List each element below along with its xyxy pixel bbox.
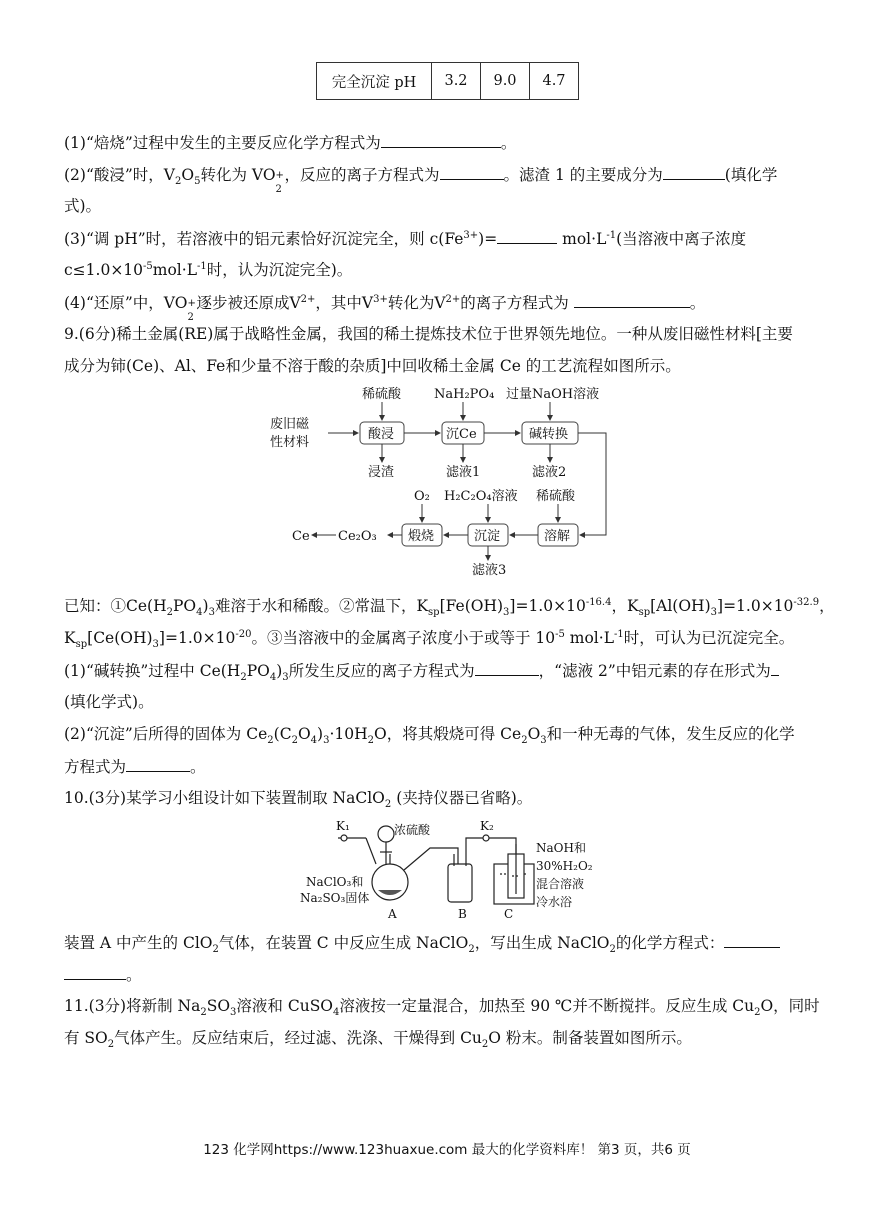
box-dissolve-label: 溶解 [544,529,571,544]
answer-blank[interactable] [663,164,725,180]
box-calcine-label: 煅烧 [408,529,435,544]
output-filtrate1: 滤液1 [446,465,481,480]
answer-blank[interactable] [771,660,779,676]
output-filtrate2: 滤液2 [532,465,567,480]
input-dilute-h2so4: 稀硫酸 [362,387,402,402]
page-footer: 123 化学网https://www.123huaxue.com 最大的化学资料库！ 第3 页，共6 页 [203,1142,691,1158]
q9-part1-cont: (填化学式)。 [64,693,154,711]
output-filtrate3: 滤液3 [472,563,507,578]
answer-blank[interactable] [440,164,504,180]
table-cell: 9.0 [481,63,530,100]
q9-part2: (2)“沉淀”后所得的固体为 $Ce_2(C_2O_4)_3\cdot 10H_2O$，将其煅烧可得 $Ce_2O_3$和一种无毒的气体，发生反应的化学 [64,725,795,747]
start-material-line1: 废旧磁 [270,417,310,432]
q11-line2: 有 $SO_2$气体产生。反应结束后，经过滤、洗涤、干燥得到 $Cu_2O$ 粉末。制备装置如图所示。 [64,1029,692,1051]
label-a: A [388,907,397,921]
product-ce: Ce [292,529,310,544]
product-ce2o3: Ce₂O₃ [338,529,377,544]
q8-part1: (1)“焙烧”过程中发生的主要反应化学方程式为 。 [64,134,517,152]
q11-line1: 11.(3分)将新制 $Na_2SO_3$溶液和 CuSO$_4$溶液按一定量混合，加热至 90 ℃并不断搅拌。反应生成 $Cu_2O$，同时 [64,997,820,1019]
start-material-line2: 性材料 [270,435,310,450]
table-label-cell: 完全沉淀 pH [317,63,432,100]
input-h2c2o4: H₂C₂O₄溶液 [444,489,518,504]
input-naoh: 过量NaOH溶液 [506,387,600,402]
q9-known-line1: 已知：$①Ce(H_2PO_4)_3$难溶于水和稀酸。②常温下，$K_{sp}[Fe(OH)_3]=1.0\times 10^{-16.4}$，$K_{sp}[Al(OH)_3]=1.0\times 10^{-32.9}$， [64,596,835,619]
table-row [317,63,579,100]
input-o2: O₂ [414,489,430,504]
table-cell: 4.7 [530,63,579,100]
q9-part2-cont: 方程式为 。 [64,758,206,776]
reagent-c-line2: 30%H₂O₂ [536,859,593,873]
q9-intro-line2: 成分为铈(Ce)、Al、Fe和少量不溶于酸的杂质]中回收稀土金属 Ce 的工艺流程如图所示。 [64,357,681,375]
conc-acid-label: 浓硫酸 [394,823,431,837]
naclo2-apparatus [300,814,610,922]
answer-blank[interactable] [64,964,126,980]
q10-text: 装置 A 中产生的 ClO$_2$气体，在装置 C 中反应生成 NaClO$_2$，写出生成 NaClO$_2$的化学方程式： [64,932,780,953]
answer-blank[interactable] [381,132,501,148]
answer-blank[interactable] [475,660,539,676]
reagent-a-line2: Na₂SO₃固体 [300,891,370,905]
valve-k2-label: K₂ [480,819,494,833]
input-nah2po4: NaH₂PO₄ [434,387,495,402]
box-precip-ce-label: 沉Ce [446,427,477,442]
label-c: C [504,907,514,921]
ph-table [316,62,579,100]
output-residue: 浸渣 [368,465,395,480]
reagent-c-line4: 冷水浴 [536,895,573,909]
q9-known-line2: $K_{sp}[Ce(OH)_3]=1.0\times 10^{-20}$。③当溶液中的金属离子浓度小于或等于 $10^{-5}$ $mol\cdot L^{-1}$时，可认为已沉淀完全。 [64,628,795,651]
answer-blank[interactable] [497,228,557,244]
q9-part1: (1)“碱转换”过程中 $Ce(H_2PO_4)_3$所发生反应的离子方程式为 ，“滤液 2”中铝元素的存在形式为 [64,660,779,681]
q8-part4: (4)“还原”中，VO + 2 逐步被还原成$V^{2+}$，其中$V^{3+}$转化为$V^{2+}$的离子方程式为 。 [64,293,706,323]
box-precip-label: 沉淀 [474,529,501,544]
q8-part2-cont: 式)。 [64,197,102,215]
answer-blank[interactable] [574,292,690,308]
box-alkali-label: 碱转换 [529,427,569,442]
table-cell: 3.2 [432,63,481,100]
q8-part2: (2)“酸浸”时，$V_2O_5$转化为 VO + 2 ，反应的离子方程式为 。滤渣 1 的主要成分为 (填化学 [64,166,778,195]
valve-k1-label: K₁ [336,819,350,833]
label-b: B [458,907,467,921]
reagent-c-line3: 混合溶液 [536,877,585,891]
input-dilute-h2so4-2: 稀硫酸 [536,489,576,504]
q10-text-cont: 。 [64,964,142,985]
q8-part3-cont: $c\le 1.0\times 10^{-5}mol\cdot L^{-1}$时，认为沉淀完全)。 [64,260,353,279]
answer-blank[interactable] [126,756,190,772]
q8-part3: (3)“调 pH”时，若溶液中的铝元素恰好沉淀完全，则 $c(Fe^{3+})= mol\cdot L^{-1}$(当溶液中离子浓度 [64,229,747,248]
q10-intro: 10.(3分)某学习小组设计如下装置制取 NaClO$_2$ (夹持仪器已省略)。 [64,789,533,811]
reagent-a-line1: NaClO₃和 [306,875,364,889]
box-acid-leach-label: 酸浸 [368,427,395,442]
answer-blank[interactable] [724,932,780,948]
q9-intro-line1: 9.(6分)稀土金属(RE)属于战略性金属，我国的稀土提炼技术位于世界领先地位。一种从废旧磁性材料[主要 [64,325,793,343]
ce-process-flowchart [270,384,620,580]
reagent-c-line1: NaOH和 [536,841,586,855]
